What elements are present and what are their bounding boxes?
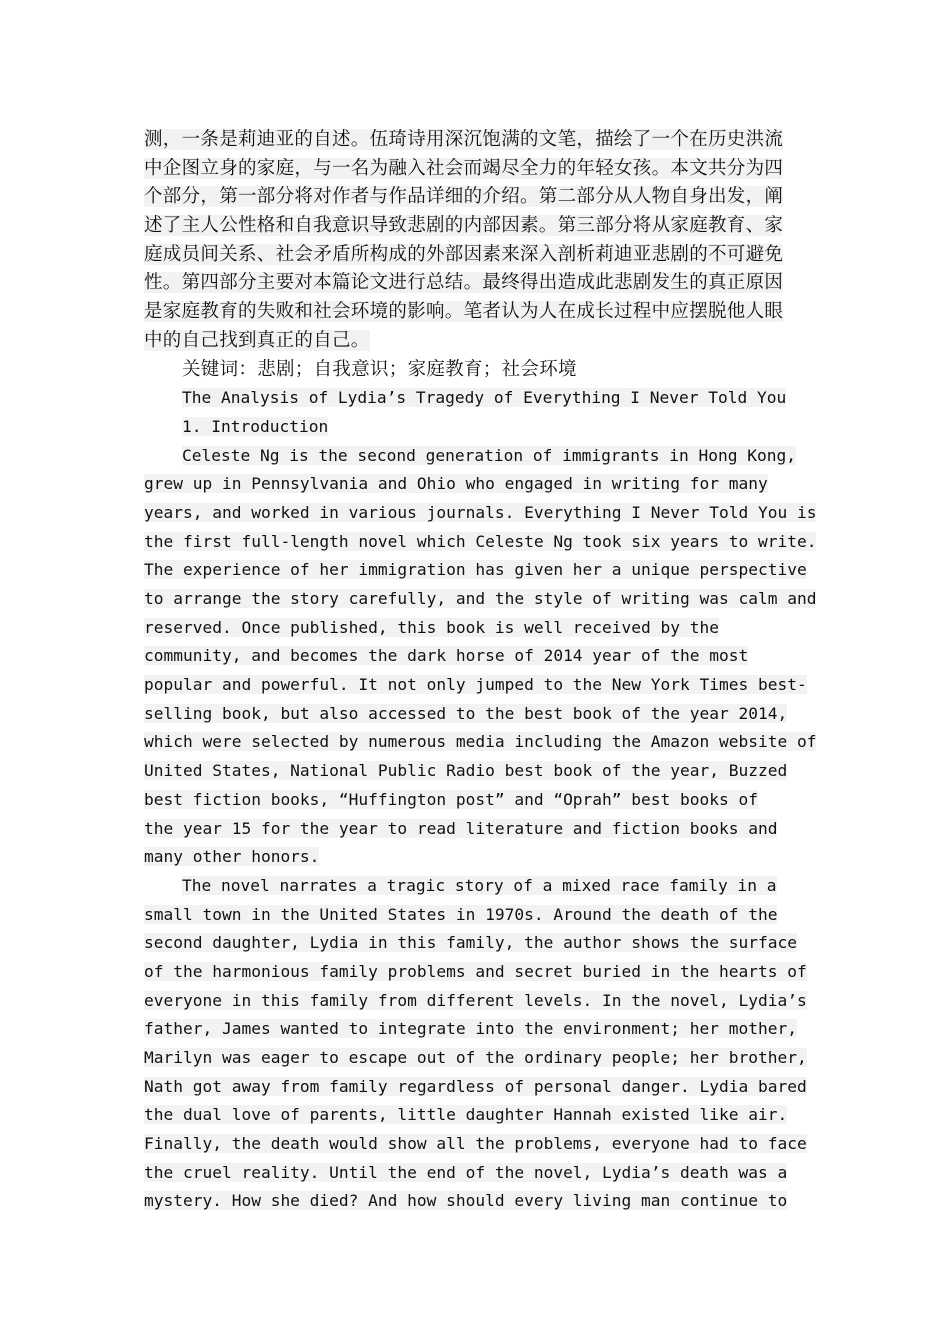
paper-title-en: The Analysis of Lydia’s Tragedy of Everything I Never Told You bbox=[182, 388, 787, 408]
paragraph-line: United States, National Public Radio best book of the year, Buzzed bbox=[144, 761, 788, 781]
abstract-cn bbox=[144, 126, 810, 356]
abstract-line: 性。第四部分主要对本篇论文进行总结。最终得出造成此悲剧发生的真正原因 bbox=[144, 272, 784, 294]
paragraph-line: the first full-length novel which Celeste Ng took six years to write. bbox=[144, 531, 817, 551]
paragraph-introduction bbox=[144, 442, 817, 872]
paragraph-line: small town in the United States in 1970s. Around the death of the bbox=[144, 904, 778, 924]
paragraph-line: many other honors. bbox=[144, 847, 320, 867]
document-body bbox=[144, 126, 817, 1216]
paragraph-line: The novel narrates a tragic story of a mixed race family in a bbox=[182, 875, 777, 895]
abstract-line: 是家庭教育的失败和社会环境的影响。笔者认为人在成长过程中应摆脱他人眼 bbox=[144, 301, 784, 323]
paragraph-plot bbox=[144, 872, 810, 1216]
paragraph-line: community, and becomes the dark horse of 2014 year of the most bbox=[144, 646, 749, 666]
paragraph-line: second daughter, Lydia in this family, the author shows the surface bbox=[144, 933, 797, 953]
paragraph-line: the year 15 for the year to read literature and fiction books and bbox=[144, 818, 778, 838]
abstract-line: 庭成员间关系、社会矛盾所构成的外部因素来深入剖析莉迪亚悲剧的不可避免 bbox=[144, 243, 784, 265]
paragraph-line: Nath got away from family regardless of personal danger. Lydia bared bbox=[144, 1076, 807, 1096]
paragraph-line: Finally, the death would show all the problems, everyone had to face bbox=[144, 1134, 807, 1154]
paragraph-line: which were selected by numerous media including the Amazon website of bbox=[144, 732, 817, 752]
paragraph-line: years, and worked in various journals. Everything I Never Told You is bbox=[144, 502, 817, 522]
paragraph-line: Celeste Ng is the second generation of immigrants in Hong Kong, bbox=[182, 445, 796, 465]
paragraph-line: grew up in Pennsylvania and Ohio who engaged in writing for many bbox=[144, 474, 768, 494]
paragraph-line: selling book, but also accessed to the best book of the year 2014, bbox=[144, 703, 788, 723]
abstract-line: 中的自己找到真正的自己。 bbox=[144, 329, 370, 351]
paragraph-line: The experience of her immigration has given her a unique perspective bbox=[144, 560, 807, 580]
paragraph-line: mystery. How she died? And how should every living man continue to bbox=[144, 1191, 788, 1211]
paragraph-line: to arrange the story carefully, and the style of writing was calm and bbox=[144, 589, 817, 608]
keywords-cn: 关键词：悲剧；自我意识；家庭教育；社会环境 bbox=[182, 358, 577, 380]
paragraph-line: of the harmonious family problems and secret buried in the hearts of bbox=[144, 961, 807, 981]
paragraph-line: best fiction books, “Huffington post” and “Oprah” best books of bbox=[144, 789, 758, 809]
paragraph-line: father, James wanted to integrate into the environment; her mother, bbox=[144, 1019, 797, 1039]
paragraph-line: the dual love of parents, little daughter Hannah existed like air. bbox=[144, 1105, 788, 1125]
abstract-line: 述了主人公性格和自我意识导致悲剧的内部因素。第三部分将从家庭教育、家 bbox=[144, 215, 784, 237]
abstract-line: 测，一条是莉迪亚的自述。伍琦诗用深沉饱满的文笔，描绘了一个在历史洪流 bbox=[144, 129, 784, 150]
paragraph-line: reserved. Once published, this book is well received by the bbox=[144, 617, 719, 637]
paragraph-line: Marilyn was eager to escape out of the ordinary people; her brother, bbox=[144, 1048, 807, 1067]
paragraph-line: everyone in this family from different levels. In the novel, Lydia’s bbox=[144, 990, 807, 1010]
paragraph-line: the cruel reality. Until the end of the novel, Lydia’s death was a bbox=[144, 1162, 788, 1182]
abstract-line: 个部分，第一部分将对作者与作品详细的介绍。第二部分从人物自身出发，阐 bbox=[144, 186, 784, 208]
section-heading: 1. Introduction bbox=[182, 416, 329, 436]
paragraph-line: popular and powerful. It not only jumped to the New York Times best- bbox=[144, 675, 807, 695]
abstract-line: 中企图立身的家庭，与一名为融入社会而竭尽全力的年轻女孩。本文共分为四 bbox=[144, 157, 784, 179]
